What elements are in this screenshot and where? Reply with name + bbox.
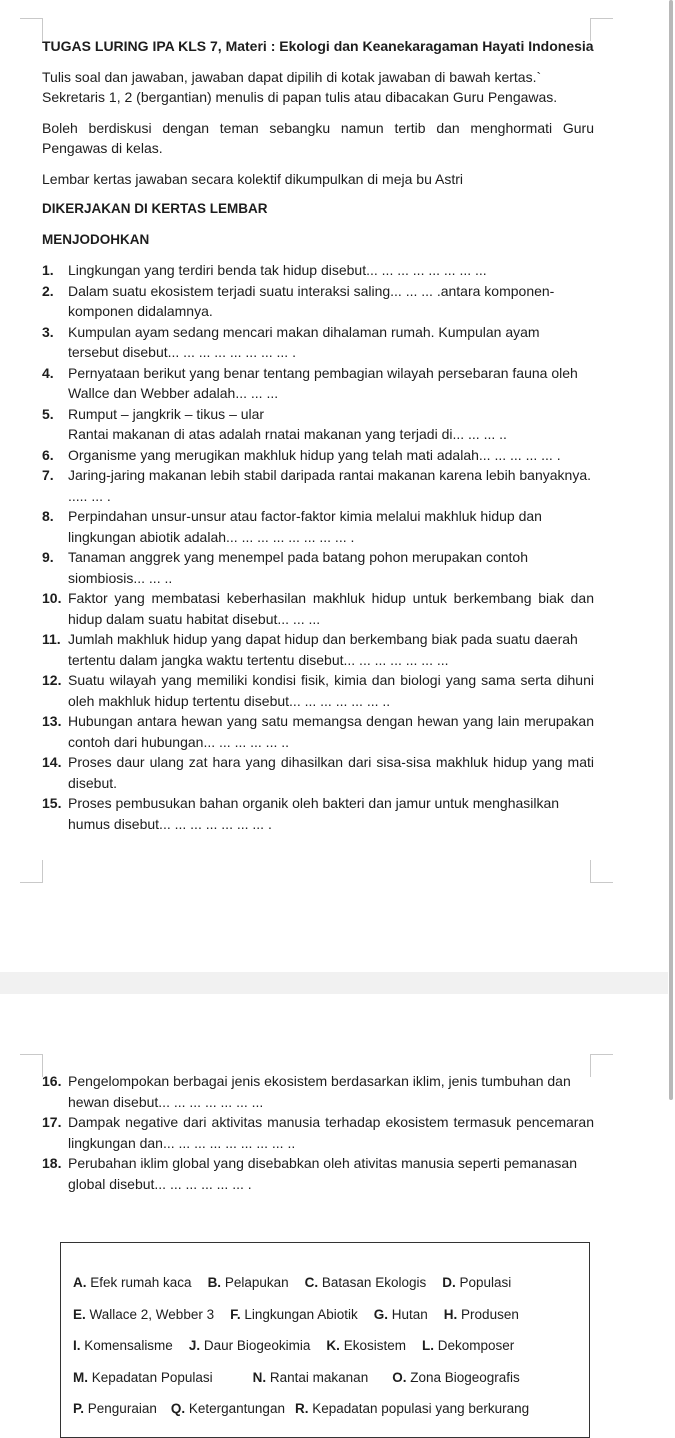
section-heading: MENJODOHKAN <box>42 231 150 247</box>
answer-text: Ketergantungan <box>188 1401 285 1416</box>
question-text: Tanaman anggrek yang menempel pada batang pohon merupakan contoh siombiosis... ... .. <box>68 549 528 586</box>
answer-letter: B. <box>207 1275 222 1290</box>
question-text: Hubungan antara hewan yang satu memangsa dengan hewan yang lain merupakan contoh dari hubungan... ... ... ... ... .. <box>68 713 594 750</box>
answer-letter: A. <box>73 1275 87 1290</box>
answer-option <box>73 1307 214 1322</box>
question-number: 10. <box>42 590 62 606</box>
question-text: Pernyataan berikut yang benar tentang pembagian wilayah persebaran fauna oleh Wallce dan Webber adalah... ... ... <box>68 364 578 401</box>
answer-option <box>73 1338 173 1353</box>
question-number: 9. <box>42 549 54 565</box>
answer-letter: F. <box>230 1306 241 1322</box>
answer-text: Daur Biogeokimia <box>203 1338 311 1353</box>
answer-letter: P. <box>73 1401 85 1416</box>
answer-row <box>73 1307 579 1339</box>
answer-text: Lingkungan Abiotik <box>244 1306 358 1322</box>
answer-option <box>73 1401 157 1416</box>
instruction-line: Sekretaris 1, 2 (bergantian) menulis di papan tulis atau dibacakan Guru Pengawas. <box>42 89 558 105</box>
question-number: 12. <box>42 672 62 688</box>
crop-mark-bottom-right <box>590 860 613 883</box>
question-list <box>42 1071 594 1194</box>
question-text: Proses pembusukan bahan organik oleh bakteri dan jamur untuk menghasilkan humus disebut... ... ... ... ... ... ... . <box>68 795 560 832</box>
crop-mark-top-left <box>20 1054 43 1077</box>
question-item <box>42 711 594 752</box>
crop-mark-top-left <box>20 18 43 41</box>
answer-letter: D. <box>442 1275 456 1290</box>
answer-option <box>73 1275 192 1290</box>
question-text: Rumput – jangkrik – tikus – ular <box>68 405 265 422</box>
question-item <box>42 588 594 629</box>
section-heading: DIKERJAKAN DI KERTAS LEMBAR <box>42 201 268 216</box>
answer-option <box>374 1307 428 1322</box>
answer-letter: C. <box>304 1275 319 1290</box>
question-item <box>42 404 594 445</box>
answer-letter: O. <box>392 1369 407 1385</box>
question-item <box>42 322 594 363</box>
answer-letter: E. <box>73 1306 86 1322</box>
question-item <box>42 1071 594 1112</box>
document-page-2 <box>0 994 668 1426</box>
answer-option <box>444 1307 519 1322</box>
question-number: 5. <box>42 405 54 422</box>
question-text: Faktor yang membatasi keberhasilan makhluk hidup untuk berkembang biak dan hidup dalam suatu habitat disebut... ... ... <box>68 590 594 627</box>
answer-letter: J. <box>188 1338 201 1353</box>
question-number: 17. <box>42 1114 62 1130</box>
instruction-paragraph <box>42 67 594 108</box>
question-item <box>42 670 594 711</box>
answer-text: Hutan <box>391 1306 428 1322</box>
question-number: 1. <box>42 262 54 278</box>
answer-letter: Q. <box>170 1401 186 1416</box>
answer-letter: M. <box>73 1369 88 1385</box>
question-text: Proses daur ulang zat hara yang dihasilkan dari sisa-sisa makhluk hidup yang mati disebut. <box>68 754 594 791</box>
question-item <box>42 260 594 281</box>
instruction-paragraph: Boleh berdiskusi dengan teman sebangku namun tertib dan menghormati Guru Pengawas di kelas. <box>42 119 594 156</box>
answer-row <box>73 1338 579 1370</box>
answer-letter: R. <box>294 1401 309 1416</box>
answer-row <box>73 1275 579 1307</box>
question-text: Pengelompokan berbagai jenis ekosistem berdasarkan iklim, jenis tumbuhan dan hewan disebut... ... ... ... ... ... ... <box>68 1073 571 1110</box>
answer-option <box>253 1370 369 1385</box>
answer-option <box>171 1401 285 1416</box>
answer-text: Rantai makanan <box>269 1369 369 1385</box>
question-item <box>42 465 594 506</box>
question-number: 18. <box>42 1155 62 1171</box>
question-number: 15. <box>42 795 62 811</box>
page-2-content <box>42 1071 594 1194</box>
question-text: Jumlah makhluk hidup yang dapat hidup dan berkembang biak pada suatu daerah tertentu dalam jangka waktu tertentu disebut... ... ... ... ... ... ... <box>68 631 578 668</box>
instruction-paragraph: Lembar kertas jawaban secara kolektif dikumpulkan di meja bu Astri <box>42 170 463 187</box>
question-number: 4. <box>42 364 54 381</box>
question-item <box>42 547 594 588</box>
scrollbar[interactable] <box>668 0 675 1426</box>
answer-text: Penguraian <box>87 1401 157 1416</box>
answer-text: Populasi <box>459 1275 512 1290</box>
question-number: 16. <box>42 1073 62 1089</box>
answer-text: Wallace 2, Webber 3 <box>89 1306 215 1322</box>
question-item <box>42 1153 594 1194</box>
question-text: Dampak negative dari aktivitas manusia terhadap ekosistem termasuk pencemaran lingkungan dan... ... ... ... ... ... ... ... .. <box>68 1114 594 1151</box>
answer-text: Batasan Ekologis <box>321 1275 427 1290</box>
question-text: Dalam suatu ekosistem terjadi suatu interaksi saling... ... ... .antara komponen-komponen didalamnya. <box>68 282 555 319</box>
answer-option <box>442 1275 511 1290</box>
question-number: 8. <box>42 508 54 524</box>
answer-option <box>230 1307 358 1322</box>
answer-letter: G. <box>373 1306 388 1322</box>
question-item <box>42 506 594 547</box>
answer-option <box>208 1275 289 1290</box>
question-text: Jaring-jaring makanan lebih stabil daripada rantai makanan karena lebih banyaknya. ..... ... . <box>68 467 591 504</box>
instruction-line: Tulis soal dan jawaban, jawaban dapat dipilih di kotak jawaban di bawah kertas.` <box>42 68 542 85</box>
question-text: Perpindahan unsur-unsur atau factor-faktor kimia melalui makhluk hidup dan lingkungan abiotik adalah... ... ... ... ... ... ... ... . <box>68 508 542 545</box>
answer-letter: L. <box>421 1338 434 1353</box>
question-list <box>42 260 594 834</box>
answer-text: Komensalisme <box>84 1338 173 1353</box>
answer-option <box>422 1338 514 1353</box>
question-number: 14. <box>42 754 62 770</box>
answer-text: Dekomposer <box>437 1338 515 1353</box>
question-number: 6. <box>42 446 54 463</box>
answer-option <box>189 1338 311 1353</box>
question-text-continued: Rantai makanan di atas adalah rnatai makanan yang terjadi di... ... ... .. <box>68 426 507 442</box>
crop-mark-bottom-left <box>20 860 43 883</box>
scrollbar-thumb[interactable] <box>669 0 673 1100</box>
question-text: Suatu wilayah yang memiliki kondisi fisik, kimia dan biologi yang sama serta dihuni oleh makhluk hidup tertentu disebut... ... ... ... ... ... .. <box>68 672 594 709</box>
answer-text: Kepadatan Populasi <box>91 1369 213 1385</box>
question-text: Organisme yang merugikan makhluk hidup yang telah mati adalah... ... ... ... ... . <box>68 446 561 463</box>
answer-option <box>73 1370 213 1385</box>
answer-option <box>326 1338 406 1353</box>
question-text: Perubahan iklim global yang disebabkan oleh ativitas manusia seperti pemanasan global disebut... ... ... ... ... ... . <box>68 1155 577 1192</box>
question-number: 13. <box>42 713 62 729</box>
question-text: Kumpulan ayam sedang mencari makan dihalaman rumah. Kumpulan ayam tersebut disebut... ... ... ... ... ... ... ... . <box>68 323 540 360</box>
answer-letter: N. <box>252 1369 267 1385</box>
question-item <box>42 752 594 793</box>
answer-text: Zona Biogeografis <box>410 1369 520 1385</box>
answer-text: Efek rumah kaca <box>90 1275 192 1290</box>
document-title: TUGAS LURING IPA KLS 7, Materi : Ekologi dan Keanekaragaman Hayati Indonesia <box>42 38 594 54</box>
question-item <box>42 793 594 834</box>
question-item <box>42 281 594 322</box>
answer-text: Produsen <box>461 1306 519 1322</box>
answer-letter: I. <box>73 1338 81 1353</box>
question-number: 11. <box>42 631 61 647</box>
answer-text: Pelapukan <box>224 1275 289 1290</box>
answer-option <box>295 1401 529 1416</box>
answer-option <box>392 1370 520 1385</box>
question-item <box>42 1112 594 1153</box>
question-number: 3. <box>42 323 54 340</box>
page-gap <box>0 972 668 994</box>
question-item <box>42 363 594 404</box>
question-number: 7. <box>42 467 54 483</box>
question-item <box>42 445 594 466</box>
answer-box <box>60 1242 590 1438</box>
question-text: Lingkungan yang terdiri benda tak hidup disebut... ... ... ... ... ... ... ... <box>68 262 487 278</box>
answer-text: Kepadatan populasi yang berkurang <box>312 1401 530 1416</box>
answer-letter: K. <box>326 1338 340 1353</box>
answer-letter: H. <box>443 1306 458 1322</box>
answer-row <box>73 1401 579 1433</box>
question-item <box>42 629 594 670</box>
question-number: 2. <box>42 282 54 299</box>
answer-row <box>73 1370 579 1402</box>
page-1-content <box>42 36 594 834</box>
answer-option <box>305 1275 427 1290</box>
answer-text: Ekosistem <box>343 1338 406 1353</box>
